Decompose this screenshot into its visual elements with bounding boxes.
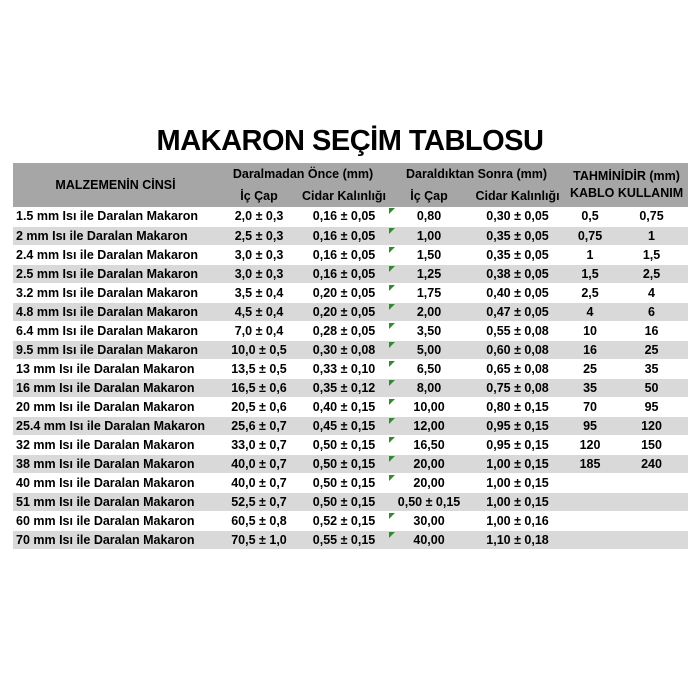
cell-cable-usage-a: 1 [565, 245, 615, 264]
cell-before-inner-diameter: 20,5 ± 0,6 [218, 397, 300, 416]
cell-before-inner-diameter: 13,5 ± 0,5 [218, 359, 300, 378]
table-row [13, 302, 688, 321]
cell-cable-usage-b [615, 511, 688, 530]
cell-after-inner-diameter-value: 20,00 [413, 456, 445, 471]
cell-after-wall-thickness: 0,40 ± 0,05 [470, 283, 565, 302]
cell-before-inner-diameter: 3,0 ± 0,3 [218, 245, 300, 264]
table-row [13, 321, 688, 340]
cell-after-inner-diameter [388, 530, 470, 549]
cell-before-wall-thickness: 0,50 ± 0,15 [300, 492, 388, 511]
cell-after-inner-diameter-value: 0,80 [416, 209, 442, 224]
cell-before-wall-thickness: 0,50 ± 0,15 [300, 435, 388, 454]
cell-before-wall-thickness: 0,45 ± 0,15 [300, 416, 388, 435]
cell-material: 13 mm Isı ile Daralan Makaron [13, 359, 218, 378]
cell-after-inner-diameter-value: 3,50 [416, 323, 442, 338]
cell-after-inner-diameter-value: 12,00 [413, 418, 445, 433]
cell-material: 25.4 mm Isı ile Daralan Makaron [13, 416, 218, 435]
cell-cable-usage-b: 120 [615, 416, 688, 435]
cell-after-inner-diameter-value: 5,00 [416, 342, 442, 357]
cell-before-wall-thickness: 0,20 ± 0,05 [300, 302, 388, 321]
cell-after-inner-diameter [388, 435, 470, 454]
cell-cable-usage-a: 2,5 [565, 283, 615, 302]
cell-before-inner-diameter: 2,0 ± 0,3 [218, 207, 300, 226]
table-row [13, 473, 688, 492]
cell-material: 51 mm Isı ile Daralan Makaron [13, 492, 218, 511]
cell-before-inner-diameter: 40,0 ± 0,7 [218, 473, 300, 492]
cell-before-wall-thickness: 0,16 ± 0,05 [300, 226, 388, 245]
cell-after-inner-diameter-value: 20,00 [413, 475, 445, 490]
cell-before-wall-thickness: 0,20 ± 0,05 [300, 283, 388, 302]
cell-before-inner-diameter: 60,5 ± 0,8 [218, 511, 300, 530]
cell-before-inner-diameter: 10,0 ± 0,5 [218, 340, 300, 359]
cell-after-inner-diameter-value: 30,00 [413, 513, 445, 528]
cell-after-inner-diameter-value: 1,75 [416, 285, 442, 300]
cell-corner-marker-icon [389, 208, 395, 214]
cell-before-wall-thickness: 0,16 ± 0,05 [300, 207, 388, 226]
cell-cable-usage-a: 1,5 [565, 264, 615, 283]
table-row [13, 245, 688, 264]
cell-before-wall-thickness: 0,40 ± 0,15 [300, 397, 388, 416]
cell-corner-marker-icon [389, 456, 395, 462]
cell-before-inner-diameter: 7,0 ± 0,4 [218, 321, 300, 340]
cell-after-inner-diameter [388, 397, 470, 416]
cell-corner-marker-icon [389, 323, 395, 329]
cell-after-wall-thickness: 1,00 ± 0,15 [470, 473, 565, 492]
cell-before-wall-thickness: 0,28 ± 0,05 [300, 321, 388, 340]
cell-material: 2.4 mm Isı ile Daralan Makaron [13, 245, 218, 264]
header-before-inner-diameter: İç Çap [218, 185, 300, 207]
cell-after-inner-diameter [388, 226, 470, 245]
cell-material: 70 mm Isı ile Daralan Makaron [13, 530, 218, 549]
cell-cable-usage-b: 95 [615, 397, 688, 416]
cell-after-inner-diameter [388, 416, 470, 435]
cell-cable-usage-b: 240 [615, 454, 688, 473]
cell-cable-usage-a: 4 [565, 302, 615, 321]
table-row [13, 226, 688, 245]
cell-after-wall-thickness: 0,35 ± 0,05 [470, 226, 565, 245]
cell-cable-usage-a [565, 473, 615, 492]
page-title: MAKARON SEÇİM TABLOSU [156, 125, 544, 157]
cell-cable-usage-a: 70 [565, 397, 615, 416]
cell-cable-usage-a: 25 [565, 359, 615, 378]
cell-material: 3.2 mm Isı ile Daralan Makaron [13, 283, 218, 302]
cell-after-inner-diameter-value: 16,50 [413, 437, 445, 452]
cell-material: 20 mm Isı ile Daralan Makaron [13, 397, 218, 416]
makaron-table [13, 163, 688, 550]
table-row [13, 530, 688, 549]
cell-before-inner-diameter: 33,0 ± 0,7 [218, 435, 300, 454]
cell-after-inner-diameter [388, 321, 470, 340]
cell-after-inner-diameter-value: 6,50 [416, 361, 442, 376]
table-row [13, 492, 688, 511]
cell-cable-usage-b: 4 [615, 283, 688, 302]
cell-corner-marker-icon [389, 475, 395, 481]
table-row [13, 340, 688, 359]
header-before-wall-thickness: Cidar Kalınlığı [300, 185, 388, 207]
cell-corner-marker-icon [389, 361, 395, 367]
header-group-cable-usage [565, 163, 688, 207]
table-row [13, 454, 688, 473]
cell-cable-usage-a [565, 530, 615, 549]
header-group-before-shrink: Daralmadan Önce (mm) [218, 163, 388, 185]
cell-before-inner-diameter: 2,5 ± 0,3 [218, 226, 300, 245]
cell-cable-usage-b: 25 [615, 340, 688, 359]
cell-before-wall-thickness: 0,50 ± 0,15 [300, 454, 388, 473]
cell-cable-usage-b: 0,75 [615, 207, 688, 226]
cell-cable-usage-a: 95 [565, 416, 615, 435]
cell-material: 2.5 mm Isı ile Daralan Makaron [13, 264, 218, 283]
cell-corner-marker-icon [389, 532, 395, 538]
table-row [13, 207, 688, 226]
cell-after-wall-thickness: 0,95 ± 0,15 [470, 435, 565, 454]
cell-after-inner-diameter-value: 1,50 [416, 247, 442, 262]
cell-cable-usage-a: 0,5 [565, 207, 615, 226]
cell-cable-usage-a: 16 [565, 340, 615, 359]
cell-after-wall-thickness: 0,47 ± 0,05 [470, 302, 565, 321]
cell-before-wall-thickness: 0,16 ± 0,05 [300, 264, 388, 283]
cell-cable-usage-b [615, 530, 688, 549]
cell-after-wall-thickness: 0,35 ± 0,05 [470, 245, 565, 264]
cell-after-inner-diameter [388, 492, 470, 511]
cell-cable-usage-b: 150 [615, 435, 688, 454]
cell-cable-usage-b: 1,5 [615, 245, 688, 264]
cell-after-wall-thickness: 0,75 ± 0,08 [470, 378, 565, 397]
cell-before-inner-diameter: 4,5 ± 0,4 [218, 302, 300, 321]
cell-after-inner-diameter [388, 302, 470, 321]
cell-after-wall-thickness: 0,60 ± 0,08 [470, 340, 565, 359]
header-material-column: MALZEMENİN CİNSİ [13, 163, 218, 207]
cell-after-wall-thickness: 1,00 ± 0,16 [470, 511, 565, 530]
cell-after-wall-thickness: 0,65 ± 0,08 [470, 359, 565, 378]
cell-corner-marker-icon [389, 380, 395, 386]
table-row [13, 416, 688, 435]
cell-after-inner-diameter-value: 1,00 [416, 228, 442, 243]
cell-cable-usage-a: 10 [565, 321, 615, 340]
cell-material: 9.5 mm Isı ile Daralan Makaron [13, 340, 218, 359]
cell-cable-usage-b: 1 [615, 226, 688, 245]
table-row [13, 264, 688, 283]
cell-after-inner-diameter [388, 473, 470, 492]
cell-after-inner-diameter [388, 454, 470, 473]
cell-after-wall-thickness: 0,95 ± 0,15 [470, 416, 565, 435]
cell-cable-usage-b: 50 [615, 378, 688, 397]
cell-corner-marker-icon [389, 513, 395, 519]
cell-before-wall-thickness: 0,30 ± 0,08 [300, 340, 388, 359]
table-row [13, 283, 688, 302]
cell-before-inner-diameter: 52,5 ± 0,7 [218, 492, 300, 511]
cell-corner-marker-icon [389, 342, 395, 348]
cell-cable-usage-a: 35 [565, 378, 615, 397]
header-after-wall-thickness: Cidar Kalınlığı [470, 185, 565, 207]
table-row [13, 511, 688, 530]
cell-material: 1.5 mm Isı ile Daralan Makaron [13, 207, 218, 226]
cell-cable-usage-b: 35 [615, 359, 688, 378]
header-group-after-shrink: Daraldıktan Sonra (mm) [388, 163, 565, 185]
cell-after-inner-diameter [388, 359, 470, 378]
cell-before-wall-thickness: 0,16 ± 0,05 [300, 245, 388, 264]
cell-corner-marker-icon [389, 266, 395, 272]
table-row [13, 397, 688, 416]
cell-corner-marker-icon [389, 228, 395, 234]
cell-cable-usage-b: 2,5 [615, 264, 688, 283]
cell-cable-usage-b: 16 [615, 321, 688, 340]
cell-after-wall-thickness: 1,00 ± 0,15 [470, 454, 565, 473]
cell-corner-marker-icon [389, 437, 395, 443]
header-cable-line1: TAHMİNİDİR (mm) [573, 169, 680, 184]
cell-material: 2 mm Isı ile Daralan Makaron [13, 226, 218, 245]
cell-after-wall-thickness: 0,38 ± 0,05 [470, 264, 565, 283]
cell-before-inner-diameter: 3,0 ± 0,3 [218, 264, 300, 283]
header-after-inner-diameter: İç Çap [388, 185, 470, 207]
cell-material: 32 mm Isı ile Daralan Makaron [13, 435, 218, 454]
table-row [13, 359, 688, 378]
cell-after-inner-diameter-value: 0,50 ± 0,15 [397, 494, 461, 509]
table-row [13, 435, 688, 454]
table-row [13, 378, 688, 397]
cell-corner-marker-icon [389, 418, 395, 424]
selection-table [13, 163, 688, 550]
cell-after-wall-thickness: 0,30 ± 0,05 [470, 207, 565, 226]
cell-after-wall-thickness: 1,00 ± 0,15 [470, 492, 565, 511]
cell-before-inner-diameter: 3,5 ± 0,4 [218, 283, 300, 302]
cell-cable-usage-b [615, 492, 688, 511]
cell-after-inner-diameter [388, 264, 470, 283]
header-cable-line2: KABLO KULLANIM [569, 186, 684, 200]
cell-after-inner-diameter-value: 8,00 [416, 380, 442, 395]
cell-cable-usage-a: 185 [565, 454, 615, 473]
cell-material: 6.4 mm Isı ile Daralan Makaron [13, 321, 218, 340]
cell-cable-usage-a: 0,75 [565, 226, 615, 245]
table-header [13, 163, 688, 207]
cell-after-inner-diameter-value: 40,00 [413, 532, 445, 547]
cell-after-inner-diameter [388, 245, 470, 264]
cell-before-wall-thickness: 0,50 ± 0,15 [300, 473, 388, 492]
cell-after-wall-thickness: 1,10 ± 0,18 [470, 530, 565, 549]
table-body [13, 207, 688, 549]
cell-before-inner-diameter: 70,5 ± 1,0 [218, 530, 300, 549]
cell-after-inner-diameter [388, 340, 470, 359]
cell-after-inner-diameter [388, 283, 470, 302]
cell-material: 4.8 mm Isı ile Daralan Makaron [13, 302, 218, 321]
cell-after-inner-diameter-value: 2,00 [416, 304, 442, 319]
cell-after-inner-diameter [388, 378, 470, 397]
cell-cable-usage-a: 120 [565, 435, 615, 454]
cell-before-wall-thickness: 0,35 ± 0,12 [300, 378, 388, 397]
cell-before-inner-diameter: 25,6 ± 0,7 [218, 416, 300, 435]
cell-material: 60 mm Isı ile Daralan Makaron [13, 511, 218, 530]
cell-corner-marker-icon [389, 304, 395, 310]
cell-cable-usage-a [565, 492, 615, 511]
cell-material: 38 mm Isı ile Daralan Makaron [13, 454, 218, 473]
cell-corner-marker-icon [389, 247, 395, 253]
cell-cable-usage-a [565, 511, 615, 530]
cell-cable-usage-b: 6 [615, 302, 688, 321]
cell-material: 16 mm Isı ile Daralan Makaron [13, 378, 218, 397]
cell-after-inner-diameter [388, 511, 470, 530]
cell-corner-marker-icon [389, 399, 395, 405]
cell-before-inner-diameter: 16,5 ± 0,6 [218, 378, 300, 397]
cell-after-wall-thickness: 0,55 ± 0,08 [470, 321, 565, 340]
cell-after-wall-thickness: 0,80 ± 0,15 [470, 397, 565, 416]
cell-after-inner-diameter-value: 1,25 [416, 266, 442, 281]
cell-cable-usage-b [615, 473, 688, 492]
cell-before-inner-diameter: 40,0 ± 0,7 [218, 454, 300, 473]
cell-before-wall-thickness: 0,55 ± 0,15 [300, 530, 388, 549]
cell-after-inner-diameter [388, 207, 470, 226]
cell-before-wall-thickness: 0,52 ± 0,15 [300, 511, 388, 530]
cell-corner-marker-icon [389, 285, 395, 291]
cell-after-inner-diameter-value: 10,00 [413, 399, 445, 414]
cell-before-wall-thickness: 0,33 ± 0,10 [300, 359, 388, 378]
cell-material: 40 mm Isı ile Daralan Makaron [13, 473, 218, 492]
